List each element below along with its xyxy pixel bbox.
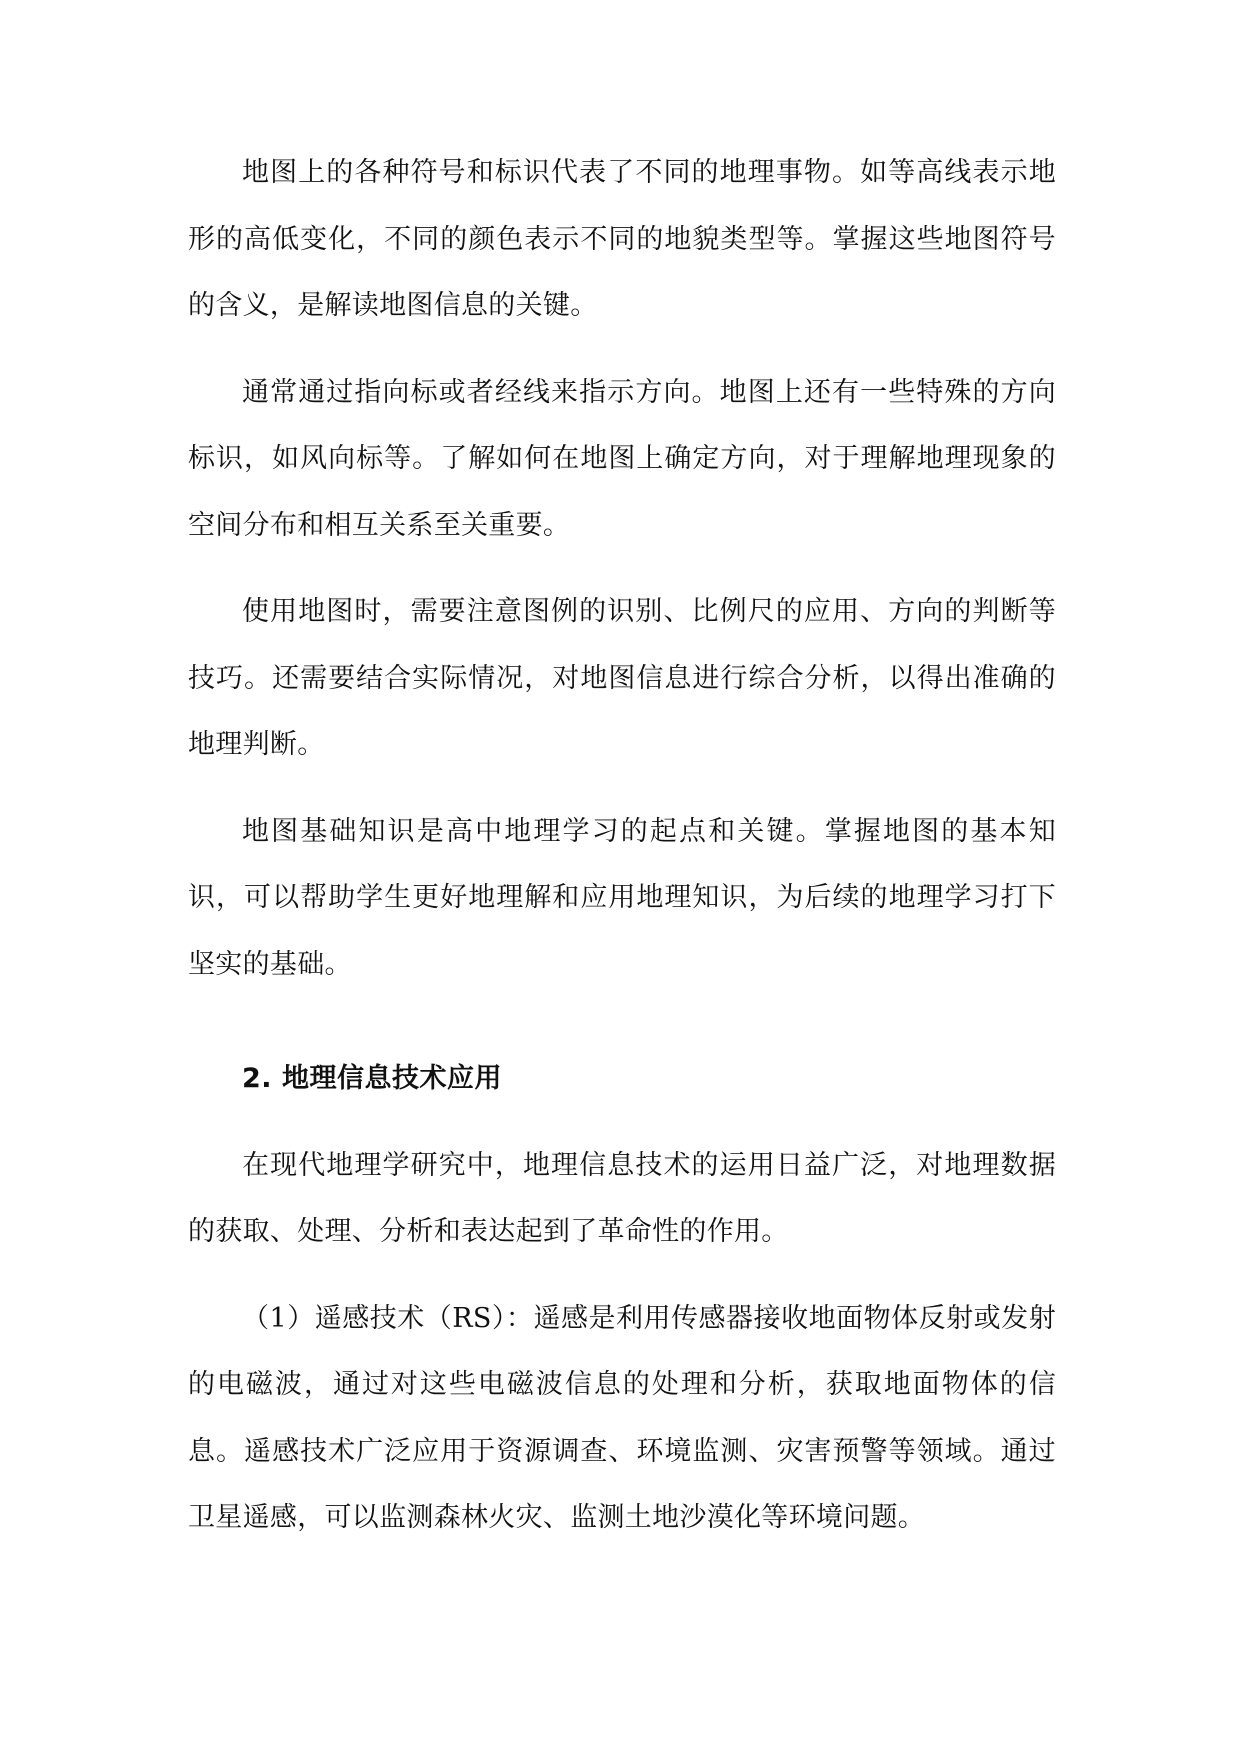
paragraph-geo-tech-intro: 在现代地理学研究中，地理信息技术的运用日益广泛，对地理数据的获取、处理、分析和表达起到了革命性的作用。 [188, 1149, 1056, 1247]
section-heading: 2. 地理信息技术应用 [242, 1063, 502, 1094]
paragraph-map-usage: 使用地图时，需要注意图例的识别、比例尺的应用、方向的判断等技巧。还需要结合实际情况，对地图信息进行综合分析，以得出准确的地理判断。 [188, 596, 1056, 760]
paragraph-map-summary: 地图基础知识是高中地理学习的起点和关键。掌握地图的基本知识，可以帮助学生更好地理解和应用地理知识，为后续的地理学习打下坚实的基础。 [188, 815, 1056, 980]
paragraph-map-direction: 通常通过指向标或者经线来指示方向。地图上还有一些特殊的方向标识，如风向标等。了解如何在地图上确定方向，对于理解地理现象的空间分布和相互关系至关重要。 [188, 376, 1056, 541]
document-body [188, 140, 1056, 1552]
paragraph-remote-sensing: （1）遥感技术（RS）：遥感是利用传感器接收地面物体反射或发射的电磁波，通过对这些电磁波信息的处理和分析，获取地面物体的信息。遥感技术广泛应用于资源调查、环境监测、灾害预警等领域。通过卫星遥感，可以监测森林火灾、监测土地沙漠化等环境问题。 [188, 1302, 1056, 1533]
paragraph-map-symbols: 地图上的各种符号和标识代表了不同的地理事物。如等高线表示地形的高低变化，不同的颜色表示不同的地貌类型等。掌握这些地图符号的含义，是解读地图信息的关键。 [188, 157, 1056, 321]
